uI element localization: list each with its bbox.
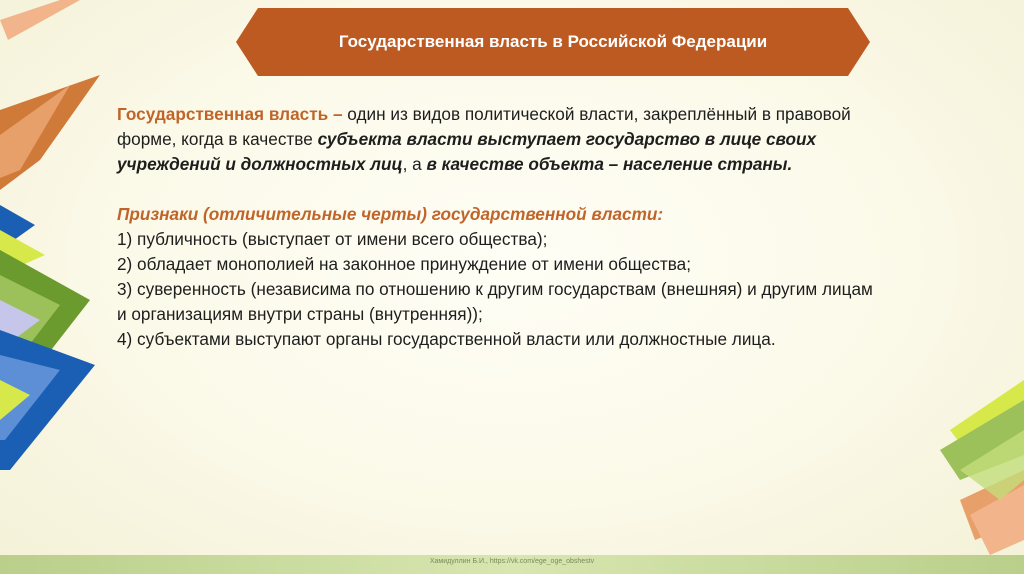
footer-credit: Хамидуллин Б.И., https://vk.com/ege_oge_obshestv: [429, 558, 595, 565]
definition-term: Государственная власть: [117, 104, 329, 124]
definition-emphasis-2: в качестве объекта – население страны.: [426, 154, 793, 174]
feature-item-1: 1) публичность (выступает от имени всего общества);: [117, 229, 548, 249]
definition-text-2: , а: [402, 154, 427, 174]
definition-emphasis-1: субъекта власти выступает государство в лице своих учреждений и должностных лиц: [117, 129, 817, 174]
title-banner: [236, 8, 870, 76]
definition-paragraph: [117, 102, 887, 177]
definition-dash: –: [328, 104, 348, 124]
content-block: [117, 102, 887, 352]
feature-item-2: 2) обладает монополией на законное принуждение от имени общества;: [117, 254, 691, 274]
definition-text-1: один из видов политической власти, закреплённый в правовой форме, когда в качестве: [117, 104, 851, 149]
feature-item-4: 4) субъектами выступают органы государственной власти или должностные лица.: [117, 329, 776, 349]
features-heading: Признаки (отличительные черты) государственной власти:: [117, 204, 664, 224]
feature-item-3: 3) суверенность (независима по отношению к другим государствам (внешняя) и другим лицам и организациям внутри страны (внутренняя));: [117, 279, 873, 324]
page-title: Государственная власть в Российской Федерации: [338, 32, 768, 51]
